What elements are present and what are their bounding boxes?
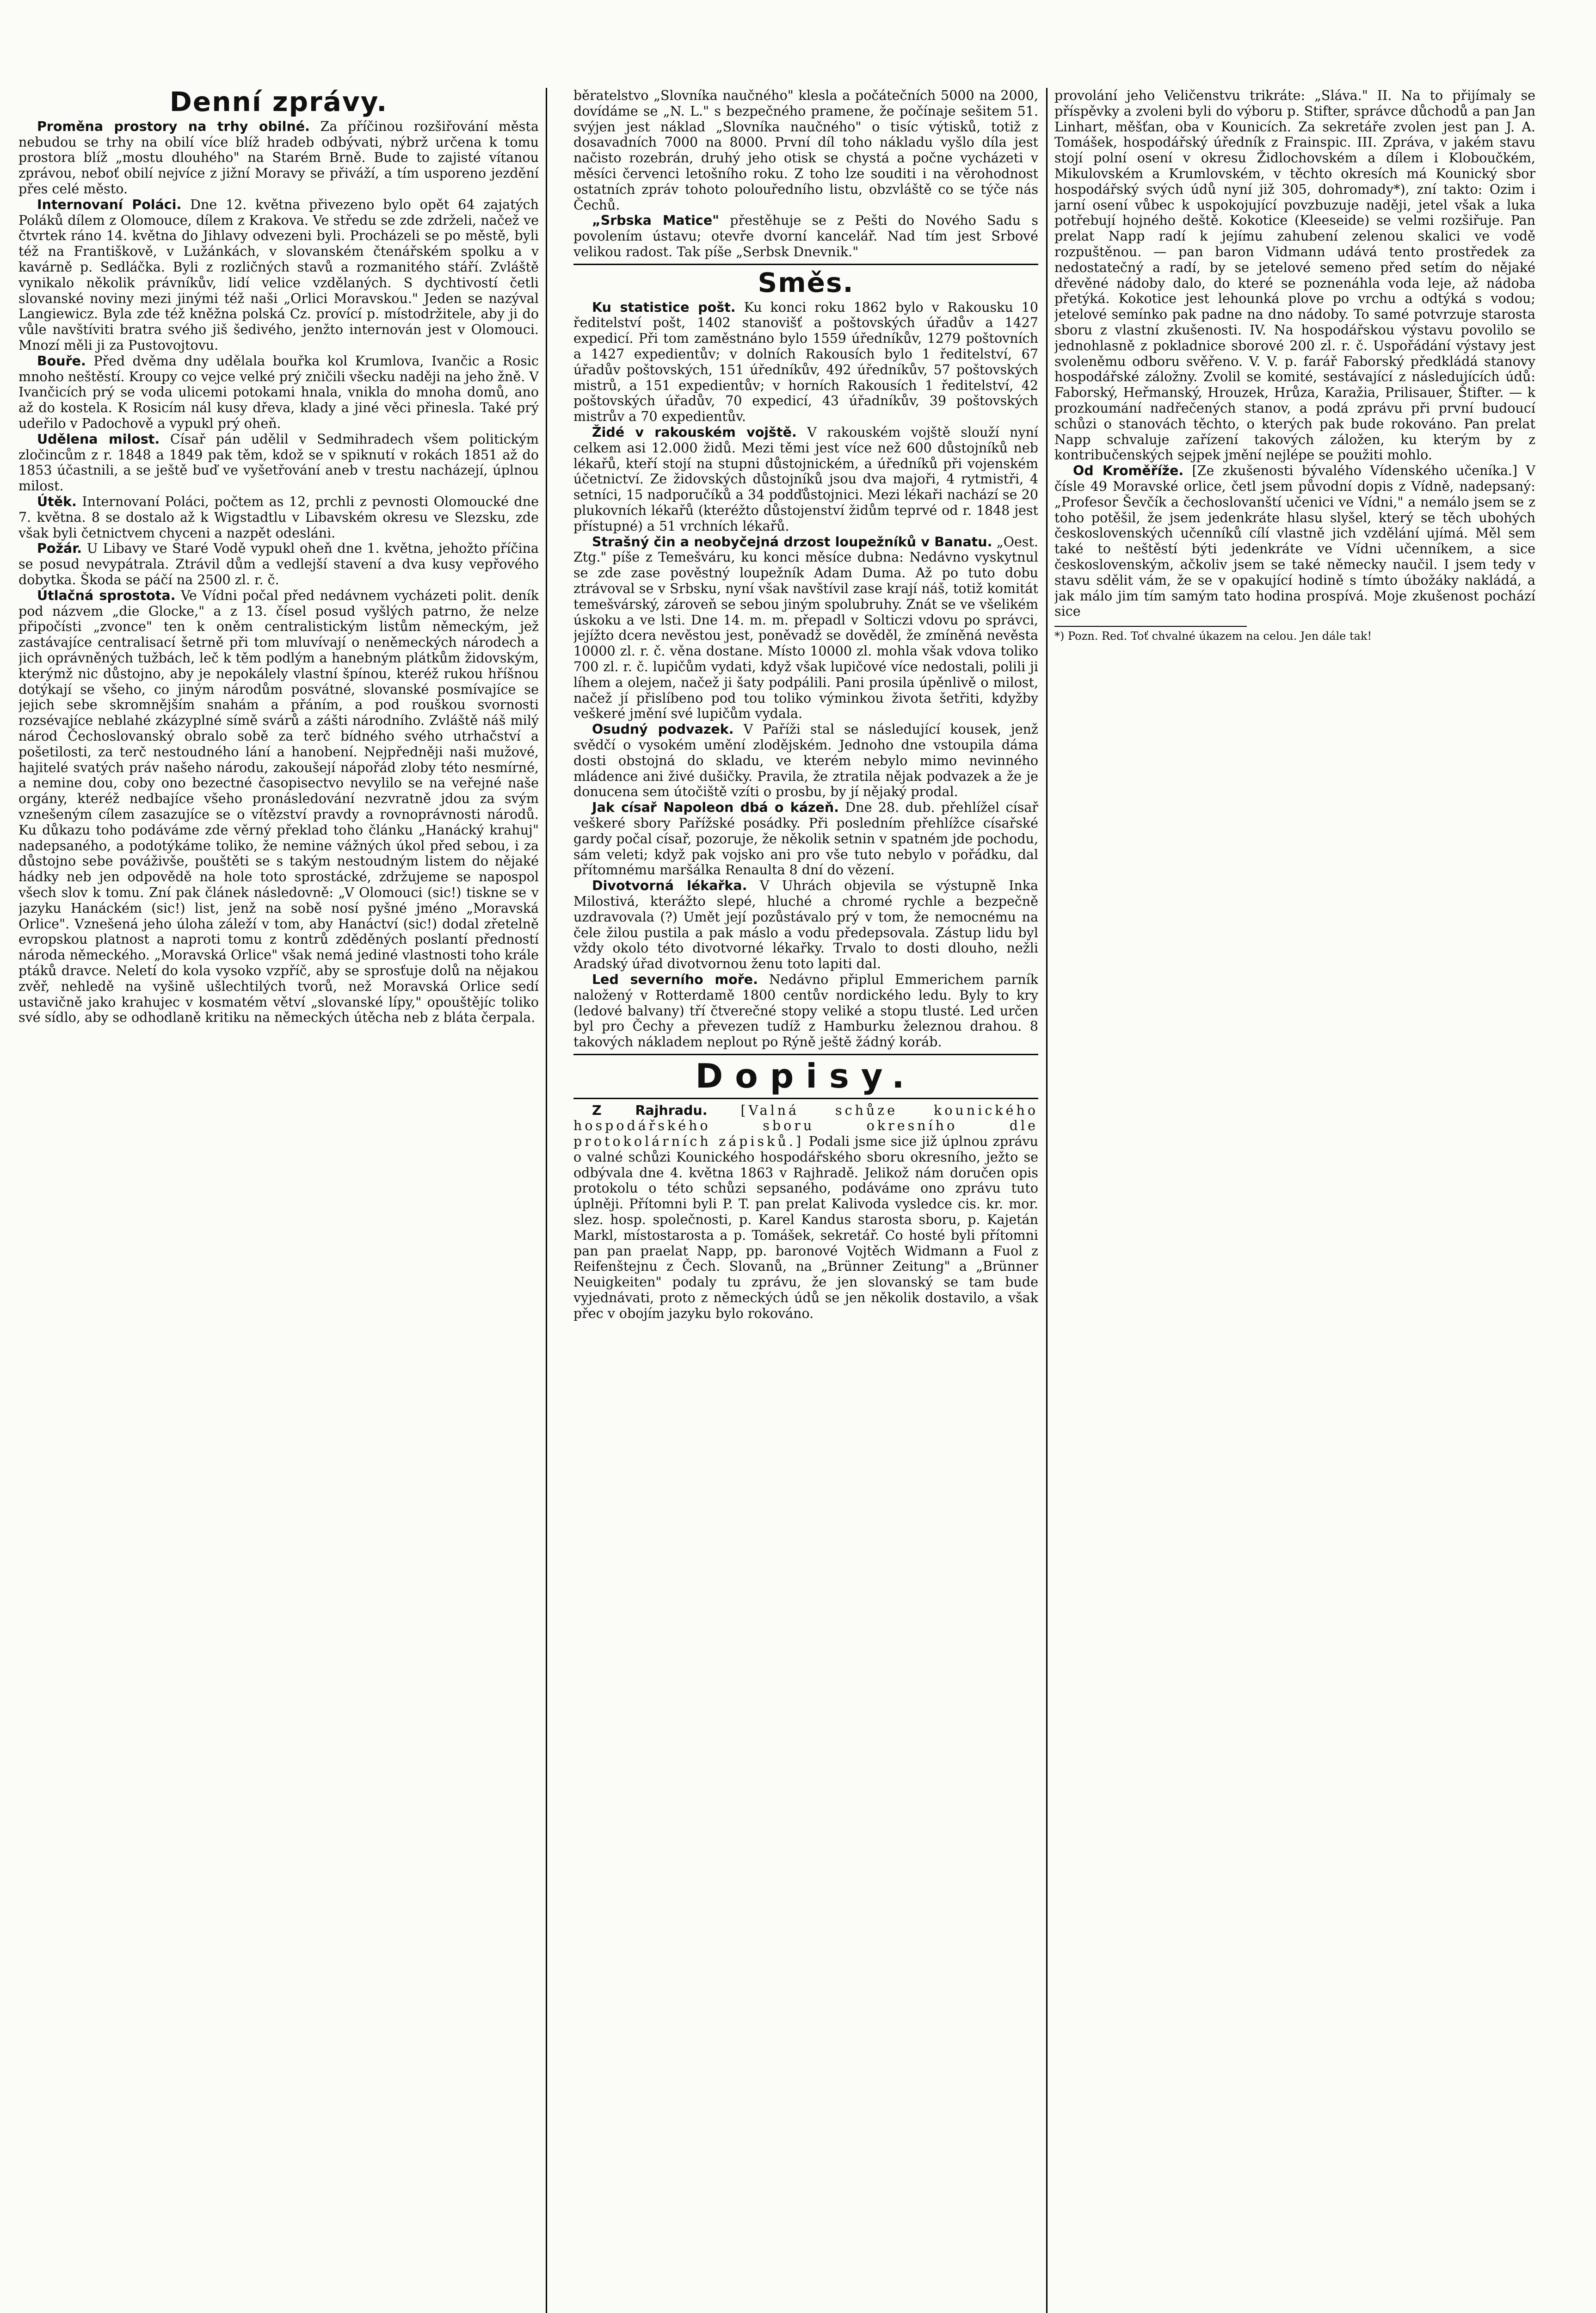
- article: [18, 588, 539, 1026]
- column-divider: [1046, 88, 1048, 2313]
- article: [573, 213, 1038, 260]
- column-3: [1054, 88, 1535, 2313]
- article-text: Dne 28. dub. přehlížel císař veškeré sbory Pařížské posádky. Při posledním přehlížce císařské gardy počal císař, pozoruje, že několik setnin v spatném jde pochodu, sám veleti; když pak vojsko ani pro vše tuto nebylo v pořádku, dal přítomnému maršálka Renaulta 8 dní do vězení.: [573, 800, 1038, 878]
- article-text: přestěhuje se z Pešti do Nového Sadu s povolením ústavu; otevře dvorní kancelář. Nad tím jest Srbové velikou radost. Tak píše „Serbsk Dnevnik.": [573, 213, 1038, 260]
- article-head: Internovaní Poláci.: [37, 197, 182, 212]
- article-head: „Srbska Matice": [592, 213, 719, 229]
- article: [18, 197, 539, 353]
- article-head: Jak císař Napoleon dbá o kázeň.: [592, 800, 839, 816]
- article: [573, 300, 1038, 425]
- article-text: V Paříži stal se následující kousek, jenž svědčí o vysokém umění zlodějském. Jednoho dne vstoupila dáma dosti obstojná do skladu, ve kterém nebylo mimo nevinného mládence ani živé dušičky. Pravila, že ztratila nějak podvazek a že je donucena sem útočiště vzíti o prosbu, by jí nějaký prodal.: [573, 722, 1038, 800]
- column-divider: [546, 88, 547, 2313]
- article: [573, 722, 1038, 800]
- column-1: [18, 88, 539, 2313]
- footnote-divider: [1054, 626, 1247, 627]
- article-text: Nedávno připlul Emmerichem parník naložený v Rotterdamě 1800 centův nordického ledu. Byly to kry (ledové balvany) tří čtverečné stopy veliké a stopu tlusté. Led určen byl pro Čechy a převezen tudíž z Hamburku železnou drahou. 8 takových nákladem neplout po Rýně ještě žádný koráb.: [573, 971, 1038, 1050]
- section-title-denni-zpravy: Denní zprávy.: [169, 88, 388, 118]
- continued-text: provolání jeho Veličenstvu trikráte: „Sláva." II. Na to přijímaly se příspěvky a zvoleni byli do výboru p. Stifter, správce důchodů a pan Jan Linhart, měšťan, oba v Kounicích. Za sekretáře zvolen jest pan J. A. Tomášek, hospodářský úředník z Frainspic. III. Zpráva, v jakém stavu stojí polní osení v okresu Židlochovském a dílem i Kloboučkém, Mikulovském a Krumlovském, v těchto okresích má Kounický sbor hospodářský svých údů nyní již 305, dohromady*), zní takto: Ozim i jarní osení vůbec k uspokojující povzbuzuje naději, jetel však a luka potřebují hojného deště. Kokotice (Kleeseide) se velmi rozšiřuje. Pan prelat Napp radí k jejímu zahubení zelenou skalici ve vodě rozpuštěnou. — pan baron Vidmann udává tento prostředek za nedostatečný a radí, by se jetelové semeno před setím do nějaké dřevěné nádoby dalo, do které se poznenáhla voda leje, až nádoba přetýká. Kokotice jest lehounká plove po vrchu a odtýká s vodou; jetelové semínko pak padne na dno nádoby. To samé potvrzuje starosta sboru z vlastní zkušenosti. IV. Na hospodářskou výstavu povolilo se jednohlasně z pokladnice sborové 200 zl. r. č. Uspořádání výstavy jest svoleněmu odboru svěřeno. V. V. p. farář Faborský předkládá stanovy hospodářské záložny. Zvolil se komité, sestávající z následujících údů: Faborský, Heřmanský, Hrouzek, Hrůza, Karažia, Prilisauer, Štifter. — k prozkoumání nadřečených stanov, a podá zprávu při první budoucí schůzi o stanovách těchto, o kterých pak bude rokováno. Pan prelat Napp schvaluje zařízení takových záložen, ku kterým by z kontribučenských sejpek jmění nejlépe se použiti mohlo.: [1054, 88, 1535, 463]
- article-text: [Ze zkušenosti bývalého Vídenského učeníka.] V čísle 49 Moravské orlice, četl jsem původní dopis z Vídně, nadepsaný: „Profesor Ševčík a čechoslovanští učenici ve Vídni," a nemálo jsem se z toho potěšil, že jsem jedenkráte hlasu slyšel, který se těch ubohých československých učenníků cílí vlastně jich vzdělání ujímá. Měl sem také to neštěstí býti jedenkráte ve Vídni učenníkem, a sice československým, ačkoliv jsem se také německy naučil. I jsem tedy v stavu sdělit vám, že se v opakující hodině s tímto úbožáky nakládá, a jak málo jim tím samým tato hodina prospívá. Moje zkušenost pochází sice: [1054, 463, 1535, 619]
- article-head: Od Kroměříže.: [1073, 463, 1184, 479]
- article-head: Ku statistice pošt.: [592, 299, 736, 315]
- article: [573, 534, 1038, 722]
- article-text: Za příčinou rozšiřování města nebudou se trhy na obilí více blíž hradeb odbývati, nýbrž určena k tomu prostora blíž „mostu dlouhého" na Starém Brně. Bude to zajisté vítanou zprávou, neboť obilí nejvíce z jižní Moravy se přiváží, a tím usporeno jezdění přes celé město.: [18, 118, 539, 197]
- article-text: Ku konci roku 1862 bylo v Rakousku 10 ředitelství pošt, 1402 stanovišť a poštovských úřadův a 1427 expedicí. Při tom zaměstnáno bylo 1559 úředníkův, 1279 poštovních a 1427 expedientův; v dolních Rakousích bylo 1 ředitelství, 67 úřadův poštovských, 151 úředníkův, 492 úředníkův, 57 poštovských mistrů, a 151 expedientův; v horních Rakousích 1 ředitelství, 42 poštovských úřadův, 70 expedicí, 43 úřadníkův, 39 poštovských mistrův a 70 expedientův.: [573, 299, 1038, 425]
- letter-head: Z Rajhradu.: [592, 1102, 708, 1118]
- article-head: Bouře.: [37, 353, 86, 369]
- article-head: Osudný podvazek.: [592, 722, 734, 737]
- article-head: Udělena milost.: [37, 431, 160, 447]
- article: [573, 878, 1038, 972]
- article-head: Strašný čin a neobyčejná drzost loupežníků v Banatu.: [592, 534, 992, 550]
- article: [18, 432, 539, 494]
- article-head: Židé v rakouském vojště.: [592, 425, 797, 440]
- footnote: *) Pozn. Red. Toť chvalné úkazem na celou. Jen dále tak!: [1054, 630, 1372, 643]
- article-text: Ve Vídni počal před nedávnem vycházeti polit. deník pod názvem „die Glocke," a z 13. čísel posud vyšlých patrno, že nelze připočísti „zvonce" ten k oněm centralistickým listům německým, jež zastávajíce centralisací šetrně při tom mluvívají o neněmeckých národech a jich oprávněných tužbách, leč k těm podlým a hanebným plátkům židovským, kterýmž nic důstojno, aby je nepokálely vlastní špínou, kteréž rukou hříšnou dotýkají se všeho, co jiným národům posvátné, slovanské posmívajíce se jejich sebe skromnějším snahám a přáním, a pod rouškou svornosti rozsévajíce neblahé zkázyplné símě svárů a zášti národního. Zvláště náš milý národ Čechoslovanský obralo sobě za terč bídného svého utrhačství a pošetilosti, za terč nestoudného lání a hanobení. Nejpředněji naši mužové, hajitelé svatých práv našeho národu, zakoušejí nápořád zloby této nesmírné, a nemine dou, coby ono bezectné časopisectvo nevylilo se na veřejné naše orgány, kteréž nedbajíce všeho pronásledování nezvratně jdou za svým vznešeným cílem zasazujíce se o vítězství pravdy a rovnoprávnosti národů. Ku důkazu toho podáváme zde věrný překlad toho článku „Hanácký krahuj" nadepsaného, a podotýkáme toliko, že nemine vážných úkol před sebou, i za důstojno sebe pováživše, pouštěti se s takým nestoudným listem do nějaké hádky neb jen odpovědě na hole toto sprostácké, zdržujeme se napospol všech slov k tomu. Zní pak článek následovně: „V Olomouci (sic!) tiskne se v jazyku Hanáckém (sic!) list, jenž na sobě nosí pyšné jméno „Moravská Orlice". Vznešená jeho úloha záleží v tom, aby Hanáctví (sic!) dodal zřetelně evropskou platnost a naproti tomu z kontrů zděděných poslantí předností národa německého. „Moravská Orlice" však nemá jediné vlastnosti toho krále ptáků dravce. Neletí do kola vysoko vzpříč, aby se sprosťuje dolů na nějakou zvěř, nehledě na vyšině ušlechtilých tvorů, než Moravská Orlice sedí ustavičně jako krahujec v kosmatém větví „slovanské lípy," opouštějíc toliko své sídlo, aby se odhodlaně kritiku na německých útěcha neb z bláta čerpala.: [18, 588, 539, 1026]
- letter-text: Podali jsme sice již úplnou zprávu o valné schůzi Kounického hospodářského sboru okresního, ježto se odbývala dne 4. května 1863 v Rajhradě. Jelikož nám doručen opis protokolu o této schůzi sepsaného, podáváme ono zprávu tuto úplněji. Přítomni byli P. T. pan prelat Kalivoda vysledce cis. kr. mor. slez. hosp. společnosti, p. Karel Kandus starosta sboru, p. Kajetán Markl, místostarosta a p. Tomášek, sekretář. Co hosté byli přítomni pan pan praelat Napp, pp. baronové Vojtěch Widmann a Fuol z Reifenštejnu z Čech. Slovanů, na „Brünner Zeitung" a „Brünner Neuigkeiten" podaly tu zprávu, že jen slovanský se tam bude vyjednávati, proto z německých údů se jen několik dostavilo, a však přec v obojím jazyku bylo rokováno.: [573, 1134, 1038, 1321]
- article-text: Internovaní Poláci, počtem as 12, prchli z pevnosti Olomoucké dne 7. května. 8 se dostalo až k Wigstadtlu v Libavském okresu ve Slezsku, zde však byli četnictvem chyceni a nazpět odesláni.: [18, 494, 539, 541]
- article: [573, 972, 1038, 1050]
- article: [1054, 463, 1535, 619]
- section-divider: [573, 1054, 1038, 1055]
- section-divider: [573, 1098, 1038, 1099]
- article-text: Dne 12. května přivezeno bylo opět 64 zajatých Poláků dílem z Olomouce, dílem z Krakova. Ve středu se zde zdrželi, načež ve čtvrtek ráno 14. května do Jihlavy odvezeni byli. Procházeli se po městě, byli též na Františkově, v Lužánkách, v slovanském čtenářském spolku a v kavárně p. Sedláčka. Byli z rozličných stavů a rozmanitého stáří. Zvláště vynikalo několik právníkův, lidí velice vzdělaných. S dychtivostí četli slovanské noviny mezi jinými též naši „Orlici Moravskou." Jeden se nazýval Langiewicz. Byla zde též kněžna polská Cz. provící p. místodržitele, aby ji do vůle navštíviti bratra svého jiš šedivého, jenžto internován jest v Olomouci. Mnozí měli ji za Pustovojtovu.: [18, 197, 539, 353]
- article-text: V rakouském vojště slouží nyní celkem asi 12.000 židů. Mezi těmi jest více než 600 důstojníků neb lékařů, kteří stojí na stupni důstojnickém, a úředníků při vojenském účetnictví. Ze židovských důstojníků jsou dva majoři, 4 rytmistři, 4 setníci, 15 nadporučíků a 34 podďůstojnici. Mezi lékaři nachází se 20 plukovních lékařů (kteréžto důstojenství židům teprvé od r. 1848 jest přístupné) a 51 vrchních lékařů.: [573, 425, 1038, 534]
- section-divider: [573, 264, 1038, 265]
- article: [18, 353, 539, 432]
- article-head: Proměna prostory na trhy obilné.: [37, 118, 310, 134]
- column-2: [573, 88, 1038, 2313]
- article-text: Císař pán udělil v Sedmihradech všem politickým zločincům z r. 1848 a 1849 pak těm, kdož se v spiknutí v rokách 1851 až do 1853 účastnili, a se ještě buď ve vyšetřování aneb v trestu nacházejí, úplnou milost.: [18, 431, 539, 494]
- article: [573, 800, 1038, 878]
- section-title-smes: Směs.: [758, 266, 854, 298]
- continued-text: běratelstvo „Slovníka naučného" klesla a počátečních 5000 na 2000, dovídáme se „N. L." s bezpečného pramene, že počínaje sešitem 51. svýjen jest náklad „Slovníka naučného" o tisíc výtisků, totiž z dosavadních 7000 na 8000. První díl toho nákladu vyšlo díla jest načisto rozebrán, druhý jeho otisk se chystá a počne vycházeti v měsíci červenci letošního roku. Z toho lze souditi i na věrohodnost ostatních zpráv tohoto polouředního listu, obzvláště co se týče nás Čechů.: [573, 88, 1038, 213]
- article-head: Útlačná sprostota.: [37, 588, 176, 603]
- article-text: Před dvěma dny udělala bouřka kol Krumlova, Ivančic a Rosic mnoho neštěstí. Kroupy co vejce velké prý zničili všecku naději na jeho žně. V Ivančicích prý se voda ulicemi potokami hnala, vnikla do mnoha domů, ano až do kostela. K Rosicím nál kusy dřeva, klady a jiné věci přinesla. Také prý udeřilo v Padochově a vypukl prý oheň.: [18, 353, 539, 432]
- letter: [573, 1103, 1038, 1322]
- article-head: Divotvorná lékařka.: [592, 878, 747, 894]
- article: [573, 425, 1038, 534]
- article-head: Požár.: [37, 541, 82, 557]
- article-text: V Uhrách objevila se výstupně Inka Milostivá, kterážto slepé, hluché a chromé rychle a bezpečně uzdravovala (?) Umět její pozůstávalo prý v tom, že nemocnému na čele žilou pustila a pak máslo a vodu předepsovala. Zástup lidu byl vždy okolo této divotvorné lékařky. Trvalo to dosti dlouho, nežli Aradský úřad divotvornou ženu toto lapiti dal.: [573, 878, 1038, 972]
- section-title-dopisy: Dopisy.: [695, 1056, 917, 1095]
- article: [18, 494, 539, 541]
- article: [18, 119, 539, 197]
- article-head: Led severního moře.: [592, 971, 758, 987]
- article-head: Útěk.: [37, 494, 77, 510]
- letter-subject: [Valná schůze kounického hospodářského sboru okresního dle protokolárních zápisků.]: [573, 1102, 1038, 1150]
- article-text: „Oest. Ztg." píše z Temešváru, ku konci měsíce dubna: Nedávno vyskytnul se zde zase pověstný loupežník Adam Duma. Až po tuto dobu ztrávoval se v Srbsku, nyní však navštívil zase krají náš, totiž komitát temešvárský, zároveň se sebou jiným spolubruhy. Znát se ve všelikém úskoku a ve lsti. Dne 14. m. m. přepadl v Solticzi vdovu po správci, jejížto dcera nevěstou jest, poněvadž se dověděl, že zmíněná nevěsta 10000 zl. r. č. věna dostane. Místo 10000 zl. mohla však vdova toliko 700 zl. r. č. lupičům vydati, když však lupičové více nedostali, polili ji líhem a olejem, načež ji šaty podpálili. Pani prosila úpěnlivě o milost, načež jí přislíbeno pod tou toliko výminkou života šetřiti, kdyžby veškeré jmění své lupičům vydala.: [573, 534, 1038, 722]
- article: [18, 541, 539, 588]
- article-text: U Libavy ve Staré Vodě vypukl oheň dne 1. května, jehožto příčina se posud nevypátrala. Ztrávil dům a vedlejší stavení a dva kusy vepřového dobytka. Škoda se páčí na 2500 zl. r. č.: [18, 541, 539, 588]
